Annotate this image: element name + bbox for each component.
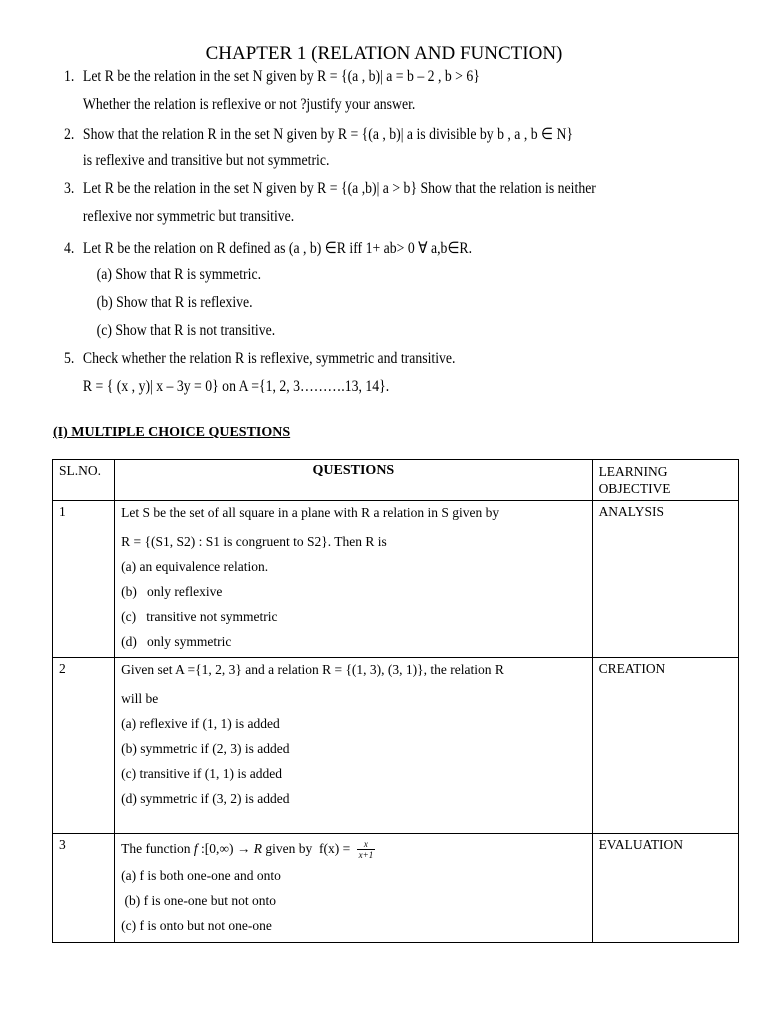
question-line: is reflexive and transitive but not symmetric. <box>82 152 330 169</box>
fraction: $\frac{x}{x+1}$ <box>358 839 374 861</box>
row-learning-objective: CREATION <box>592 658 738 834</box>
header-questions: QUESTIONS <box>115 460 592 501</box>
question-line: 5. Check whether the relation R is reflexive, symmetric and transitive. <box>64 350 456 367</box>
row-question: Let S be the set of all square in a plane with R a relation in S given by R = {(S1, S2) : S1 is congruent to S2}. Then R is (a) an equivalence relation. (b) only reflexive (c) transitive not symmetric (d) only symmetric <box>115 501 592 658</box>
table-header-row <box>53 460 739 501</box>
row-question: Given set A ={1, 2, 3} and a relation R = {(1, 3), (3, 1)}, the relation R will be (a) reflexive if (1, 1) is added (b) symmetric if (2, 3) is added (c) transitive if (1, 1) is added (d) symmetric if (3, 2) is added <box>115 658 592 834</box>
question-line: 3. Let R be the relation in the set N given by R = {(a ,b)| a > b} Show that the relation is neither <box>64 180 596 197</box>
question-line: R = { (x , y)| x – 3y = 0} on A ={1, 2, 3……….13, 14}. <box>82 378 390 395</box>
question-line: (a) Show that R is symmetric. <box>82 266 262 283</box>
row-learning-objective: EVALUATION <box>592 834 738 943</box>
table-row <box>53 658 739 834</box>
row-sl-no: 1 <box>53 501 115 658</box>
mcq-table <box>52 459 739 943</box>
chapter-title: CHAPTER 1 (RELATION AND FUNCTION) <box>205 43 563 64</box>
question-line: Whether the relation is reflexive or not ?justify your answer. <box>82 96 416 113</box>
row-question: The function f :[0,∞) → R given by f(x) = $\frac{x}{x+1}$ (a) f is both one-one and onto (b) f is one-one but not onto (c) f is onto but not one-one <box>115 834 592 943</box>
header-learning-objective: LEARNING OBJECTIVE <box>592 460 738 501</box>
question-line: (b) Show that R is reflexive. <box>82 294 253 311</box>
section-heading: (I) MULTIPLE CHOICE QUESTIONS <box>53 425 291 440</box>
header-sl-no: SL.NO. <box>53 460 115 501</box>
table-row <box>53 501 739 658</box>
row-sl-no: 2 <box>53 658 115 834</box>
row-sl-no: 3 <box>53 834 115 943</box>
question-line: reflexive nor symmetric but transitive. <box>82 208 295 225</box>
question-line: 2. Show that the relation R in the set N given by R = {(a , b)| a is divisible by b , a , b ∈ N} <box>64 126 574 143</box>
table-row <box>53 834 739 943</box>
question-line: 4. Let R be the relation on R defined as (a , b) ∈R iff 1+ ab> 0 ∀ a,b∈R. <box>64 240 473 257</box>
row-learning-objective: ANALYSIS <box>592 501 738 658</box>
question-line: (c) Show that R is not transitive. <box>82 322 276 339</box>
question-line: 1. Let R be the relation in the set N given by R = {(a , b)| a = b – 2 , b > 6} <box>64 68 480 85</box>
